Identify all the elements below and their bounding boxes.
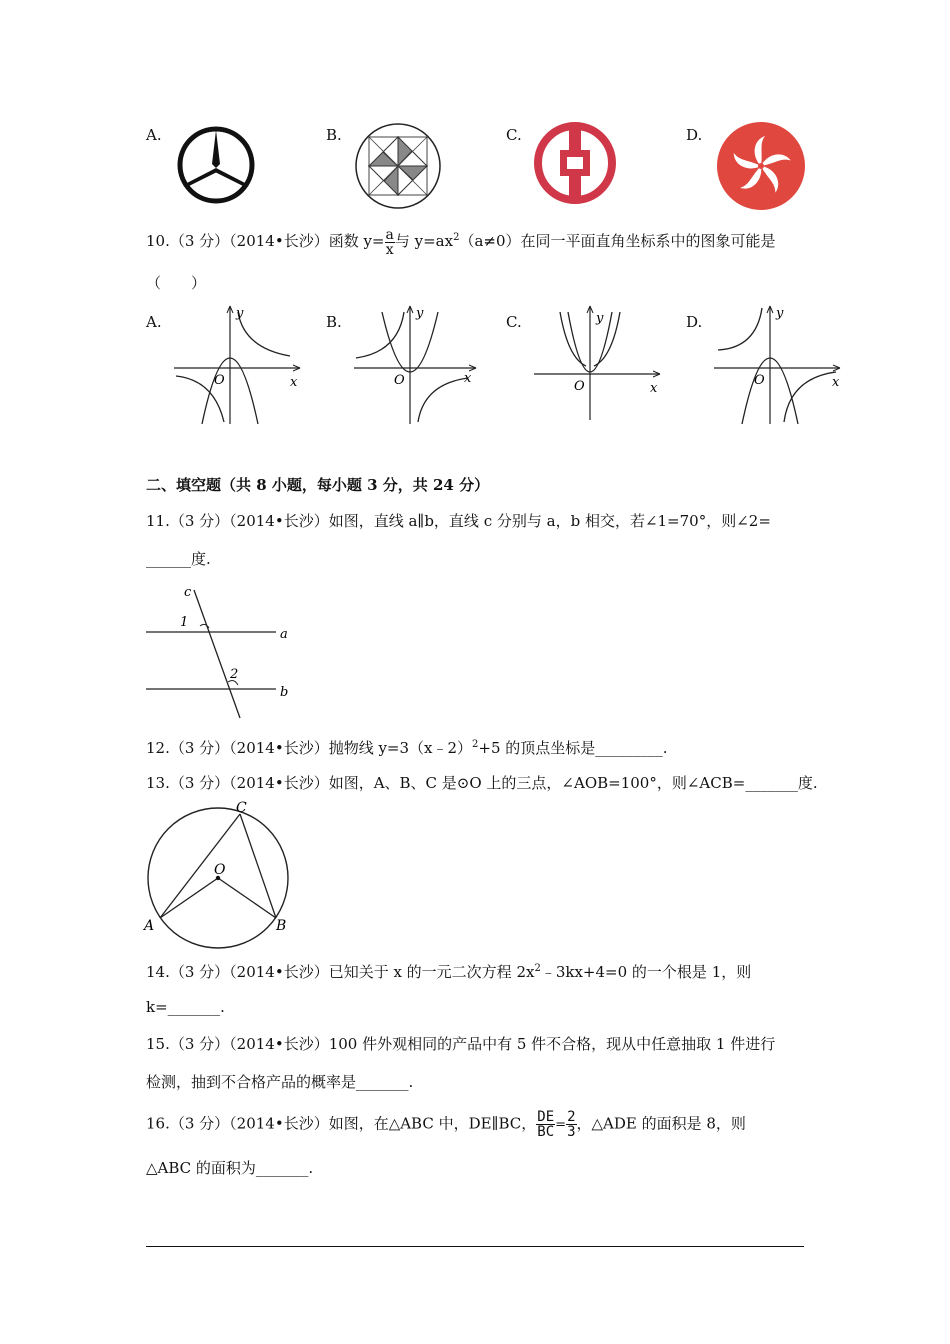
q10-b-x-label: x <box>464 371 472 386</box>
three-pointed-star-emblem-icon <box>175 124 257 206</box>
q10-a-y-label: y <box>236 306 244 321</box>
q10-prefix: 10.（3 分）（2014•长沙）函数 y= <box>146 232 385 250</box>
q10-option-d-label: D. <box>686 313 703 331</box>
coin-bank-emblem-icon <box>532 120 618 206</box>
q16-fraction-de-bc <box>536 1110 555 1139</box>
q14-stem <box>146 958 751 983</box>
q16-frac1-den: BC <box>537 1124 555 1140</box>
q9-option-d-label: D. <box>686 126 703 144</box>
q15-answer-line: 检测，抽到不合格产品的概率是_______. <box>146 1073 414 1091</box>
section-2-heading: 二、填空题（共 8 小题，每小题 3 分，共 24 分） <box>146 476 490 494</box>
bauhinia-flower-emblem-icon <box>715 120 807 212</box>
q11-blank-line: ______度. <box>146 550 211 568</box>
q13-label-c: C <box>236 800 247 816</box>
q10-fraction <box>385 228 395 257</box>
q16-text1: 16.（3 分）（2014•长沙）如图，在△ABC 中，DE∥BC， <box>146 1114 537 1133</box>
q11-parallel-lines-figure <box>142 582 302 722</box>
q15-stem: 15.（3 分）（2014•长沙）100 件外观相同的产品中有 5 件不合格，现从中任意抽取 1 件进行 <box>146 1035 776 1053</box>
q10-option-a-label: A. <box>146 313 162 331</box>
q9-option-c-label: C. <box>506 126 522 144</box>
q10-graph-a <box>172 302 308 426</box>
q10-graph-d <box>712 302 846 426</box>
q14-answer-line: k=_______. <box>146 998 225 1016</box>
q11-label-1: 1 <box>180 615 189 630</box>
q10-frac-den: x <box>385 241 394 258</box>
q10-d-x-label: x <box>832 375 840 390</box>
q13-label-o: O <box>214 862 226 878</box>
q10-stem <box>146 227 776 257</box>
q16-fraction-2-3 <box>566 1110 576 1139</box>
q16-frac2-den: 3 <box>567 1124 576 1140</box>
q14-text1: 14.（3 分）（2014•长沙）已知关于 x 的一元二次方程 2x <box>146 963 535 981</box>
q10-b-y-label: y <box>416 306 424 321</box>
q13-circle-figure <box>140 796 300 956</box>
q16-frac1-num: DE <box>537 1109 555 1125</box>
q9-option-b-label: B. <box>326 126 342 144</box>
q11-label-2: 2 <box>230 667 239 682</box>
q10-b-origin-label: O <box>394 373 405 388</box>
q10-option-c-label: C. <box>506 313 522 331</box>
q14-exp: 2 <box>534 963 541 974</box>
q10-c-x-label: x <box>650 381 658 396</box>
q16-text2: ，△ADE 的面积是 8，则 <box>576 1114 746 1133</box>
q10-suffix: （a≠0）在同一平面直角坐标系中的图象可能是 <box>459 232 776 250</box>
q12-text1: 12.（3 分）（2014•长沙）抛物线 y=3（x﹣2） <box>146 739 473 757</box>
q12-stem <box>146 734 668 759</box>
q10-graph-b <box>352 302 482 426</box>
q10-answer-paren: （ ） <box>146 274 207 292</box>
q12-text2: +5 的顶点坐标是_________. <box>478 739 668 757</box>
q16-stem <box>146 1110 746 1139</box>
q10-frac-num: a <box>385 226 394 243</box>
q10-exp: 2 <box>453 232 460 243</box>
pinwheel-emblem-icon <box>354 122 442 210</box>
q11-label-c: c <box>184 585 192 600</box>
q9-option-a-label: A. <box>146 126 162 144</box>
q14-text2: ﹣3kx+4=0 的一个根是 1，则 <box>540 963 752 981</box>
q10-a-x-label: x <box>290 375 298 390</box>
q10-d-origin-label: O <box>754 373 765 388</box>
q16-answer-line: △ABC 的面积为_______. <box>146 1159 314 1177</box>
q10-d-y-label: y <box>776 306 784 321</box>
q10-option-b-label: B. <box>326 313 342 331</box>
q13-label-b: B <box>276 918 287 934</box>
q11-stem: 11.（3 分）（2014•长沙）如图，直线 a∥b，直线 c 分别与 a，b 相交，若∠1=70°，则∠2= <box>146 512 771 530</box>
q12-exp: 2 <box>472 739 479 750</box>
q10-c-origin-label: O <box>574 379 585 394</box>
q10-c-y-label: y <box>596 311 604 326</box>
q11-label-b: b <box>280 685 289 700</box>
q10-graph-c <box>532 302 666 426</box>
q11-label-a: a <box>280 627 288 642</box>
q16-frac2-num: 2 <box>567 1109 576 1125</box>
q10-a-origin-label: O <box>214 373 225 388</box>
q13-stem: 13.（3 分）（2014•长沙）如图，A、B、C 是⊙O 上的三点，∠AOB=100°，则∠ACB=_______度. <box>146 774 818 792</box>
footer-divider <box>146 1246 804 1247</box>
q16-equals: = <box>555 1117 567 1133</box>
q13-label-a: A <box>144 918 155 934</box>
q10-mid: 与 y=ax <box>394 232 454 250</box>
